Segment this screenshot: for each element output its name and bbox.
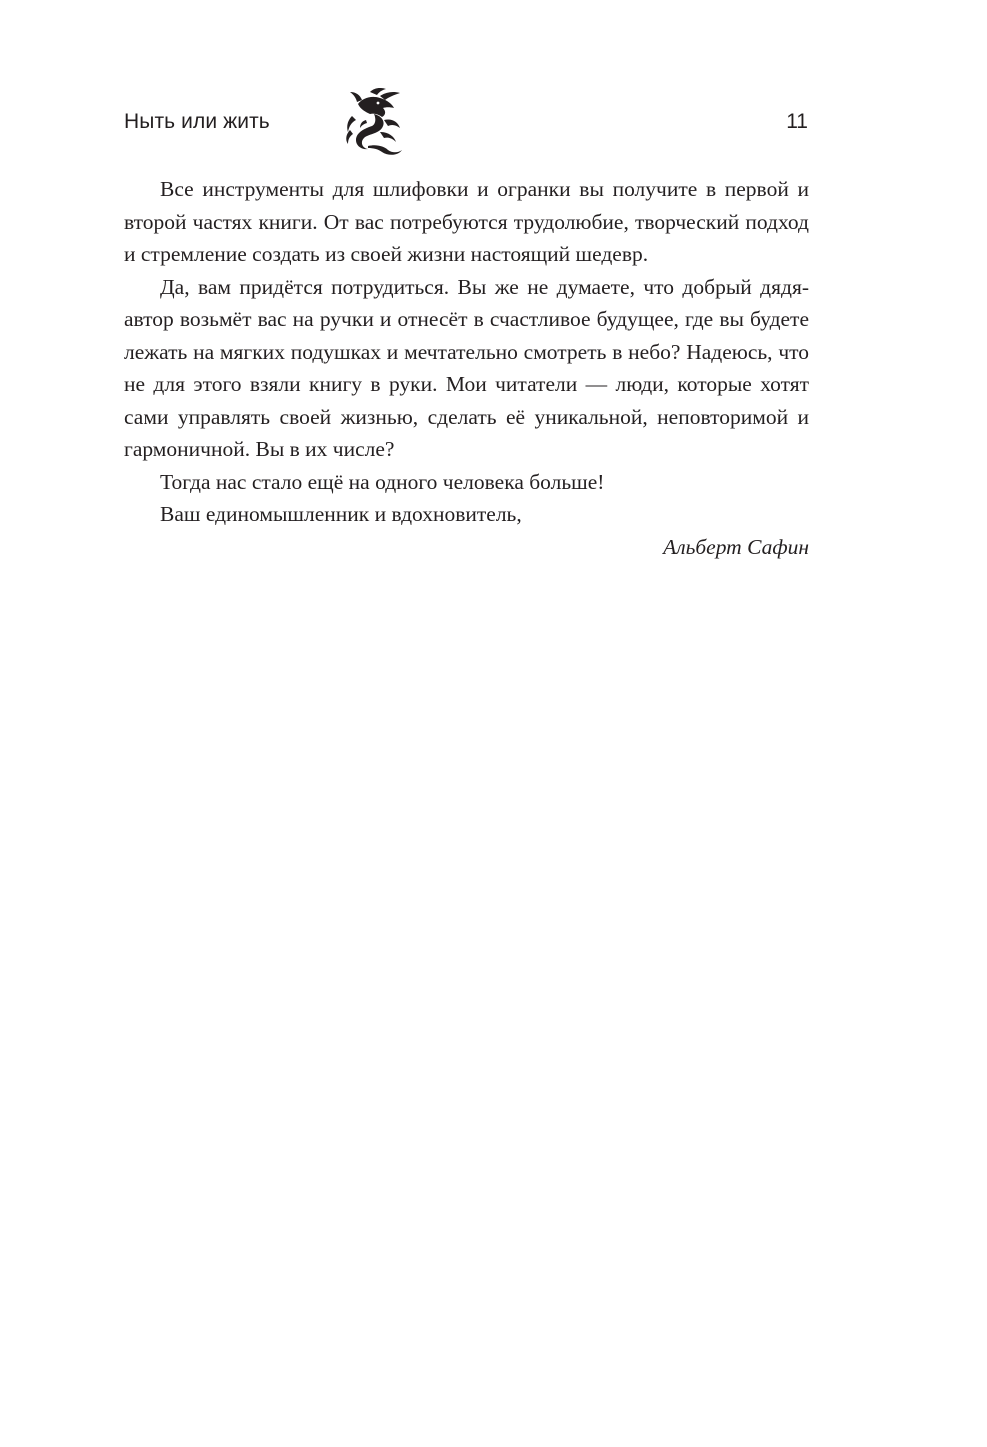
signature: Альберт Сафин — [663, 534, 809, 559]
paragraph-2: Да, вам придётся потрудиться. Вы же не думаете, что добрый дядя-автор возьмёт вас на ручки и отнесёт в счастливое будущее, где вы будете лежать на мягких подушках и мечтательно смотреть в небо? Надеюсь, что не для этого взяли книгу в руки. Мои читатели — люди, которые хотят сами управлять своей жизнью, сделать её уникальной, неповторимой и гармоничной. Вы в их числе? — [124, 274, 809, 461]
running-title: Ныть или жить — [124, 110, 270, 133]
body-text — [124, 173, 809, 563]
page-number: 11 — [786, 110, 808, 133]
paragraph-3: Тогда нас стало ещё на одного человека больше! — [160, 469, 605, 494]
dragon-icon — [340, 86, 408, 156]
paragraph-1: Все инструменты для шлифовки и огранки вы получите в первой и второй частях книги. От вас потребуются трудолюбие, творческий подход и стремление создать из своей жизни настоящий шедевр. — [124, 177, 809, 266]
paragraph-4: Ваш единомышленник и вдохновитель, — [160, 502, 522, 526]
